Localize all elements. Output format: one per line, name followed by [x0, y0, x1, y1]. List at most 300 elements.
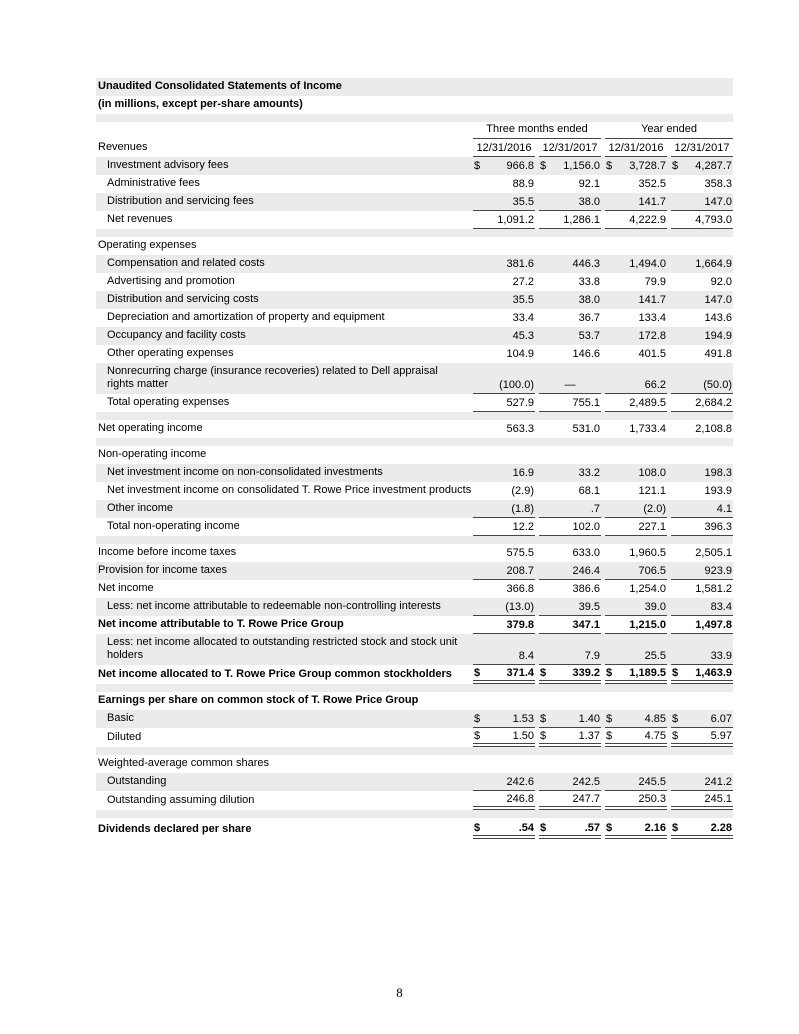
cell-value: 133.4: [638, 312, 666, 324]
value-cell: [473, 501, 535, 518]
cell-value: 12.2: [512, 521, 534, 533]
cell-value: 1,494.0: [629, 258, 666, 270]
section-header-row: [96, 692, 733, 710]
row-label: Operating expenses: [98, 239, 197, 251]
cell-value: 16.9: [512, 467, 534, 479]
value-cell: [473, 581, 535, 598]
value-cell: [605, 545, 667, 562]
value-cell: [539, 599, 601, 616]
row-label: Earnings per share on common stock of T. Rowe Price Group: [98, 694, 419, 706]
table-row: [96, 544, 733, 562]
dollar-sign: $: [474, 160, 481, 172]
cell-value: —: [564, 379, 576, 391]
value-cell: [671, 465, 733, 482]
cell-value: 966.8: [506, 160, 534, 172]
value-cell: [671, 791, 733, 810]
row-label: Diluted: [107, 731, 142, 743]
cell-value: (100.0): [499, 379, 534, 391]
cell-value: 53.7: [578, 330, 600, 342]
cell-value: 1,960.5: [629, 547, 666, 559]
value-cell: [473, 274, 535, 291]
row-label: Nonrecurring charge (insurance recoveries) related to Dell appraisal rights matter: [107, 365, 438, 390]
cell-value: .7: [590, 503, 600, 515]
table-subtitle-row: [96, 96, 733, 114]
cell-value: 172.8: [638, 330, 666, 342]
table-row: [96, 273, 733, 291]
cell-value: 575.5: [506, 547, 534, 559]
cell-value: 1,091.2: [497, 214, 534, 226]
value-cell: [605, 158, 667, 175]
row-label: Other income: [107, 502, 174, 514]
value-cell: [671, 194, 733, 211]
cell-value: 4.75: [644, 730, 666, 742]
value-cell: [473, 346, 535, 363]
value-cell: [671, 395, 733, 412]
cell-value: 45.3: [512, 330, 534, 342]
cell-value: 2.16: [644, 822, 666, 834]
value-cell: [671, 274, 733, 291]
table-row: [96, 562, 733, 580]
value-cell: [671, 212, 733, 229]
cell-value: 1,463.9: [695, 667, 732, 679]
table-title-row: [96, 78, 733, 96]
value-cell: [671, 820, 733, 839]
cell-value: 1,497.8: [695, 619, 732, 631]
cell-value: 108.0: [638, 467, 666, 479]
value-cell: [671, 711, 733, 728]
cell-value: 1,581.2: [695, 583, 732, 595]
cell-value: 92.1: [578, 178, 600, 190]
cell-value: 2,489.5: [629, 397, 666, 409]
value-cell: [671, 377, 733, 394]
cell-value: 33.9: [710, 650, 732, 662]
table-row: [96, 211, 733, 229]
value-cell: [539, 665, 601, 684]
table-title: Unaudited Consolidated Statements of Income: [98, 80, 342, 92]
dollar-sign: $: [672, 730, 679, 742]
value-cell: [473, 377, 535, 394]
cell-value: 36.7: [578, 312, 600, 324]
value-cell: [473, 665, 535, 684]
value-cell: [473, 256, 535, 273]
value-cell: [671, 665, 733, 684]
column-group-header-row: [96, 122, 733, 139]
value-cell: [539, 328, 601, 345]
value-cell: [605, 465, 667, 482]
value-cell: [539, 774, 601, 791]
value-cell: [539, 310, 601, 327]
cell-value: 245.5: [638, 776, 666, 788]
section-label-revenues: Revenues: [98, 141, 148, 153]
section-header-row: [96, 755, 733, 773]
cell-value: 247.7: [572, 793, 600, 805]
cell-value: 141.7: [638, 196, 666, 208]
value-cell: [473, 483, 535, 500]
cell-value: 2.28: [710, 822, 732, 834]
value-cell: [605, 274, 667, 291]
table-row: [96, 710, 733, 728]
cell-value: 2,684.2: [695, 397, 732, 409]
value-cell: [473, 545, 535, 562]
cell-value: 246.8: [506, 793, 534, 805]
cell-value: 1,254.0: [629, 583, 666, 595]
dollar-sign: $: [474, 713, 481, 725]
spacer-row: [96, 810, 733, 818]
cell-value: 245.1: [704, 793, 732, 805]
cell-value: 250.3: [638, 793, 666, 805]
cell-value: 706.5: [638, 565, 666, 577]
spacer-row: [96, 114, 733, 122]
dollar-sign: $: [672, 667, 679, 679]
value-cell: [539, 617, 601, 634]
cell-value: 241.2: [704, 776, 732, 788]
spacer-row: [96, 438, 733, 446]
value-cell: [671, 648, 733, 665]
table-row: [96, 291, 733, 309]
row-label: Non-operating income: [98, 448, 207, 460]
cell-value: 4.1: [716, 503, 732, 515]
cell-value: .54: [518, 822, 534, 834]
value-cell: [539, 563, 601, 580]
row-label: Total operating expenses: [107, 396, 230, 408]
value-cell: [605, 377, 667, 394]
value-cell: [605, 791, 667, 810]
value-cell: [473, 465, 535, 482]
cell-value: 379.8: [506, 619, 534, 631]
col-header-date: 12/31/2016: [605, 140, 667, 157]
cell-value: 39.0: [644, 601, 666, 613]
value-cell: [539, 421, 601, 438]
table-row: [96, 728, 733, 747]
cell-value: 246.4: [572, 565, 600, 577]
value-cell: [473, 791, 535, 810]
value-cell: [473, 774, 535, 791]
cell-value: 371.4: [506, 667, 534, 679]
cell-value: 6.07: [710, 713, 732, 725]
cell-value: 1.37: [578, 730, 600, 742]
value-cell: [671, 176, 733, 193]
cell-value: 1.40: [578, 713, 600, 725]
dollar-sign: $: [606, 730, 613, 742]
cell-value: 4,222.9: [629, 214, 666, 226]
cell-value: 194.9: [704, 330, 732, 342]
table-row: [96, 255, 733, 273]
value-cell: [539, 212, 601, 229]
value-cell: [605, 820, 667, 839]
cell-value: 33.2: [578, 467, 600, 479]
dollar-sign: $: [672, 160, 679, 172]
cell-value: 121.1: [638, 485, 666, 497]
value-cell: [605, 194, 667, 211]
value-cell: [671, 519, 733, 536]
table-row: [96, 345, 733, 363]
row-label: Outstanding: [107, 775, 167, 787]
value-cell: [671, 328, 733, 345]
row-label: Less: net income attributable to redeemable non-controlling interests: [107, 600, 441, 612]
value-cell: [671, 292, 733, 309]
cell-value: 5.97: [710, 730, 732, 742]
value-cell: [605, 774, 667, 791]
value-cell: [671, 599, 733, 616]
value-cell: [671, 563, 733, 580]
value-cell: [605, 256, 667, 273]
cell-value: 4,793.0: [695, 214, 732, 226]
cell-value: 755.1: [572, 397, 600, 409]
dollar-sign: $: [540, 667, 547, 679]
cell-value: 242.5: [572, 776, 600, 788]
value-cell: [473, 617, 535, 634]
cell-value: 339.2: [572, 667, 600, 679]
cell-value: 198.3: [704, 467, 732, 479]
value-cell: [539, 791, 601, 810]
value-cell: [671, 774, 733, 791]
row-label: Net investment income on consolidated T. Rowe Price investment products: [107, 484, 472, 496]
value-cell: [539, 820, 601, 839]
cell-value: 35.5: [512, 196, 534, 208]
cell-value: 143.6: [704, 312, 732, 324]
cell-value: 358.3: [704, 178, 732, 190]
value-cell: [539, 519, 601, 536]
cell-value: 38.0: [578, 294, 600, 306]
table-row: [96, 193, 733, 211]
value-cell: [605, 581, 667, 598]
cell-value: 83.4: [710, 601, 732, 613]
value-cell: [605, 648, 667, 665]
dollar-sign: $: [672, 822, 679, 834]
value-cell: [473, 310, 535, 327]
row-label: Net investment income on non-consolidated investments: [107, 466, 383, 478]
table-row: [96, 464, 733, 482]
col-header-date: 12/31/2017: [671, 140, 733, 157]
dollar-sign: $: [474, 667, 481, 679]
value-cell: [473, 711, 535, 728]
dollar-sign: $: [606, 160, 613, 172]
value-cell: [539, 395, 601, 412]
row-label: Dividends declared per share: [98, 823, 252, 835]
value-cell: [605, 563, 667, 580]
section-header-row: [96, 237, 733, 255]
row-label: Provision for income taxes: [98, 564, 227, 576]
value-cell: [539, 377, 601, 394]
cell-value: 491.8: [704, 348, 732, 360]
row-label: Investment advisory fees: [107, 159, 229, 171]
cell-value: 633.0: [572, 547, 600, 559]
value-cell: [605, 617, 667, 634]
value-cell: [605, 483, 667, 500]
cell-value: 227.1: [638, 521, 666, 533]
cell-value: (2.0): [643, 503, 666, 515]
cell-value: 68.1: [578, 485, 600, 497]
value-cell: [473, 328, 535, 345]
cell-value: 25.5: [644, 650, 666, 662]
value-cell: [473, 563, 535, 580]
table-row: [96, 791, 733, 810]
dollar-sign: $: [672, 713, 679, 725]
cell-value: 1,733.4: [629, 423, 666, 435]
table-row: [96, 482, 733, 500]
income-statement-table: [96, 78, 733, 839]
cell-value: 4.85: [644, 713, 666, 725]
value-cell: [539, 346, 601, 363]
cell-value: 33.8: [578, 276, 600, 288]
cell-value: 208.7: [506, 565, 534, 577]
value-cell: [539, 465, 601, 482]
value-cell: [539, 176, 601, 193]
table-subtitle: (in millions, except per-share amounts): [98, 98, 303, 110]
value-cell: [473, 395, 535, 412]
value-cell: [473, 158, 535, 175]
row-label: Other operating expenses: [107, 347, 234, 359]
value-cell: [473, 599, 535, 616]
cell-value: .57: [584, 822, 600, 834]
cell-value: 366.8: [506, 583, 534, 595]
cell-value: 39.5: [578, 601, 600, 613]
row-label: Administrative fees: [107, 177, 200, 189]
value-cell: [473, 421, 535, 438]
section-header-row: [96, 446, 733, 464]
value-cell: [605, 328, 667, 345]
table-row: [96, 394, 733, 412]
cell-value: 527.9: [506, 397, 534, 409]
value-cell: [671, 483, 733, 500]
row-label: Occupancy and facility costs: [107, 329, 246, 341]
value-cell: [539, 483, 601, 500]
cell-value: 386.6: [572, 583, 600, 595]
cell-value: 1.50: [512, 730, 534, 742]
cell-value: 563.3: [506, 423, 534, 435]
table-row: [96, 500, 733, 518]
row-label: Depreciation and amortization of property and equipment: [107, 311, 385, 323]
value-cell: [605, 519, 667, 536]
dollar-sign: $: [606, 713, 613, 725]
cell-value: 401.5: [638, 348, 666, 360]
value-cell: [539, 545, 601, 562]
dollar-sign: $: [540, 713, 547, 725]
spacer-row: [96, 747, 733, 755]
cell-value: 147.0: [704, 294, 732, 306]
cell-value: 1,664.9: [695, 258, 732, 270]
cell-value: 33.4: [512, 312, 534, 324]
dollar-sign: $: [474, 730, 481, 742]
cell-value: 396.3: [704, 521, 732, 533]
cell-value: 147.0: [704, 196, 732, 208]
cell-value: 4,287.7: [695, 160, 732, 172]
row-label: Distribution and servicing costs: [107, 293, 259, 305]
table-body: [96, 157, 733, 839]
value-cell: [539, 728, 601, 747]
table-row: [96, 309, 733, 327]
value-cell: [671, 617, 733, 634]
value-cell: [539, 158, 601, 175]
value-cell: [539, 194, 601, 211]
spacer-row: [96, 684, 733, 692]
value-cell: [605, 292, 667, 309]
row-label: Total non-operating income: [107, 520, 240, 532]
row-label: Less: net income allocated to outstanding restricted stock and stock unit holders: [107, 636, 458, 661]
cell-value: 193.9: [704, 485, 732, 497]
table-row: [96, 518, 733, 536]
table-row: [96, 157, 733, 175]
cell-value: 1,215.0: [629, 619, 666, 631]
cell-value: 381.6: [506, 258, 534, 270]
value-cell: [671, 501, 733, 518]
value-cell: [539, 292, 601, 309]
dollar-sign: $: [606, 667, 613, 679]
cell-value: 923.9: [704, 565, 732, 577]
table-row: [96, 327, 733, 345]
value-cell: [605, 176, 667, 193]
cell-value: 347.1: [572, 619, 600, 631]
value-cell: [539, 581, 601, 598]
spacer-row: [96, 536, 733, 544]
cell-value: 1,156.0: [563, 160, 600, 172]
row-label: Outstanding assuming dilution: [107, 794, 255, 806]
cell-value: 2,108.8: [695, 423, 732, 435]
col-group-three-months-ended: Three months ended: [473, 122, 601, 139]
table-row: [96, 175, 733, 193]
value-cell: [473, 194, 535, 211]
value-cell: [671, 310, 733, 327]
col-header-date: 12/31/2017: [539, 140, 601, 157]
value-cell: [605, 665, 667, 684]
cell-value: 2,505.1: [695, 547, 732, 559]
cell-value: 1,189.5: [629, 667, 666, 679]
cell-value: 102.0: [572, 521, 600, 533]
dollar-sign: $: [540, 160, 547, 172]
cell-value: (50.0): [703, 379, 732, 391]
value-cell: [539, 256, 601, 273]
cell-value: 66.2: [644, 379, 666, 391]
table-row: [96, 598, 733, 616]
cell-value: 92.0: [710, 276, 732, 288]
cell-value: 1,286.1: [563, 214, 600, 226]
value-cell: [473, 212, 535, 229]
value-cell: [539, 274, 601, 291]
cell-value: 446.3: [572, 258, 600, 270]
col-header-date: 12/31/2016: [473, 140, 535, 157]
row-label: Advertising and promotion: [107, 275, 235, 287]
row-label: Net income: [98, 582, 154, 594]
value-cell: [539, 501, 601, 518]
cell-value: 531.0: [572, 423, 600, 435]
cell-value: 88.9: [512, 178, 534, 190]
cell-value: 146.6: [572, 348, 600, 360]
value-cell: [671, 158, 733, 175]
cell-value: (13.0): [505, 601, 534, 613]
table-row: [96, 818, 733, 839]
table-row: [96, 773, 733, 791]
cell-value: (2.9): [511, 485, 534, 497]
dollar-sign: $: [474, 822, 481, 834]
row-label: Net income allocated to T. Rowe Price Group common stockholders: [98, 668, 452, 680]
value-cell: [605, 728, 667, 747]
row-label: Net income attributable to T. Rowe Price Group: [98, 618, 344, 630]
row-label: Basic: [107, 712, 134, 724]
value-cell: [473, 176, 535, 193]
dollar-sign: $: [540, 730, 547, 742]
dollar-sign: $: [540, 822, 547, 834]
value-cell: [605, 421, 667, 438]
value-cell: [605, 395, 667, 412]
col-group-year-ended: Year ended: [605, 122, 733, 139]
dollar-sign: $: [606, 822, 613, 834]
table-row: [96, 363, 733, 394]
value-cell: [671, 581, 733, 598]
cell-value: (1.8): [511, 503, 534, 515]
value-cell: [671, 545, 733, 562]
cell-value: 352.5: [638, 178, 666, 190]
value-cell: [473, 292, 535, 309]
